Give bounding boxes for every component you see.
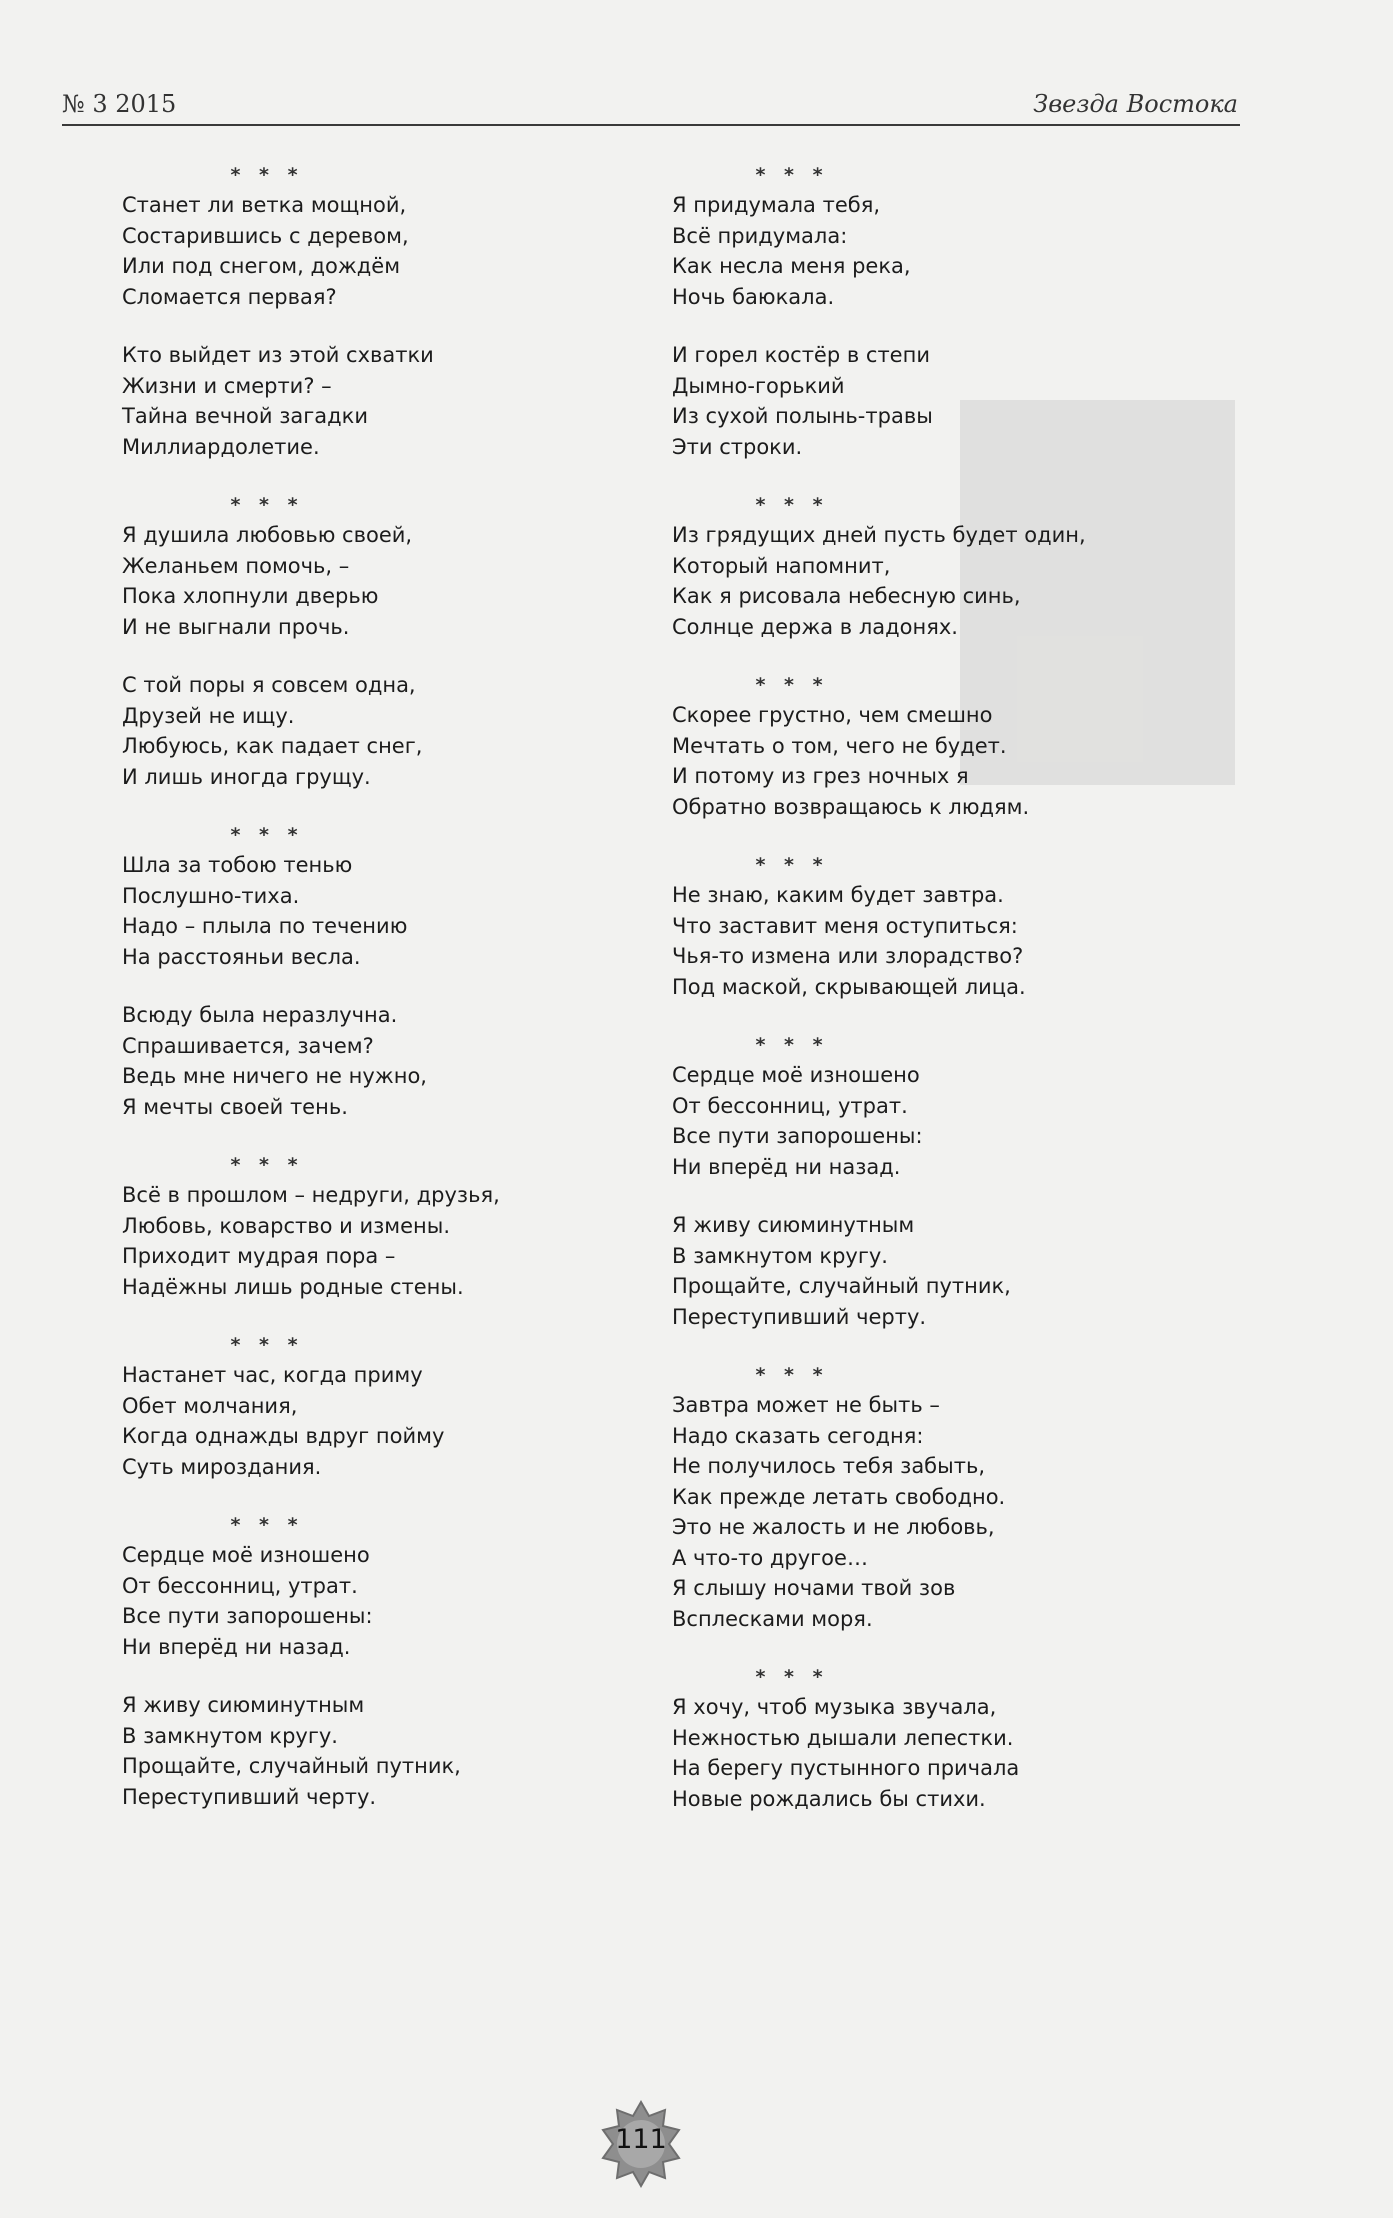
verse-line: Эти строки. [672,434,803,459]
stanza [122,1690,662,1812]
verse-line: Ночь баюкала. [672,284,835,309]
journal-title: Звезда Востока [1033,90,1238,118]
verse-line: Надо – плыла по течению [122,914,408,938]
verse-line: Обет молчания, [122,1393,298,1418]
verse-line: Скорее грустно, чем смешно [672,703,993,727]
verse-line: Любовь, коварство и измены. [122,1213,451,1238]
verse-line: Ни вперёд ни назад. [122,1634,351,1659]
poem [672,670,1232,822]
poem [122,490,662,792]
verse-line: Нежностью дышали лепестки. [672,1725,1014,1750]
verse-line: Настанет час, когда приму [122,1363,423,1387]
verse-line: Как несла меня река, [672,254,911,278]
verse-line: Из сухой полынь-травы [672,404,933,428]
verse-line: Под маской, скрывающей лица. [672,974,1026,999]
verse-line: Прощайте, случайный путник, [672,1274,1011,1298]
stanza [672,520,1232,642]
verse-line: Обратно возвращаюсь к людям. [672,794,1030,819]
verse-line: Как я рисовала небесную синь, [672,584,1021,608]
poem [672,1662,1232,1814]
poem [672,1030,1232,1332]
stanza [122,520,662,642]
verse-line: Ведь мне ничего не нужно, [122,1064,427,1088]
stanza [122,670,662,792]
verse-line: Из грядущих дней пусть будет один, [672,523,1086,547]
verse-line: Шла за тобою тенью [122,853,353,877]
verse-line: Станет ли ветка мощной, [122,193,407,217]
verse-line: Спрашивается, зачем? [122,1033,374,1058]
verse-line: В замкнутом кругу. [672,1243,888,1268]
verse-line: Или под снегом, дождём [122,254,401,278]
verse-line: Переступивший черту. [672,1304,927,1329]
verse-line: И лишь иногда грущу. [122,764,371,789]
poem-separator-stars: * * * [230,1514,304,1536]
verse-line: Любуюсь, как падает снег, [122,734,423,758]
verse-line: Всё придумала: [672,223,848,248]
verse-line: Всё в прошлом – недруги, друзья, [122,1183,500,1207]
verse-line: На расстояньи весла. [122,944,361,969]
verse-line: Не получилось тебя забыть, [672,1454,986,1478]
verse-line: Я придумала тебя, [672,193,881,217]
poem-separator-stars: * * * [230,1334,304,1356]
stanza [672,1060,1232,1182]
poem [672,1360,1232,1634]
poem-separator-stars: * * * [755,1034,829,1056]
verse-line: Переступивший черту. [122,1784,377,1809]
verse-line: Надёжны лишь родные стены. [122,1274,464,1299]
verse-line: И не выгнали прочь. [122,614,350,639]
poem [672,490,1232,642]
poem-separator-stars: * * * [755,1666,829,1688]
poem [122,160,662,462]
stanza [122,190,662,312]
poem-separator-stars: * * * [230,1154,304,1176]
stanza [122,1540,662,1662]
verse-line: Я живу сиюминутным [122,1693,365,1717]
verse-line: Прощайте, случайный путник, [122,1754,461,1778]
verse-line: Сломается первая? [122,284,337,309]
verse-line: Надо сказать сегодня: [672,1423,924,1448]
verse-line: Тайна вечной загадки [122,404,369,428]
verse-line: Дымно-горький [672,373,845,398]
verse-line: Что заставит меня оступиться: [672,913,1018,938]
verse-line: Приходит мудрая пора – [122,1244,396,1268]
verse-line: С той поры я совсем одна, [122,673,416,697]
stanza [122,1360,662,1482]
running-header [62,90,1238,126]
verse-line: Не знаю, каким будет завтра. [672,883,1004,907]
verse-line: Который напомнит, [672,553,891,578]
stanza [122,850,662,972]
poem-separator-stars: * * * [755,854,829,876]
verse-line: Друзей не ищу. [122,703,295,728]
stanza [672,340,1232,462]
verse-line: Кто выйдет из этой схватки [122,343,434,367]
poem-separator-stars: * * * [755,1364,829,1386]
poem-separator-stars: * * * [755,674,829,696]
stanza [122,1180,662,1302]
verse-line: Как прежде летать свободно. [672,1484,1006,1509]
verse-line: От бессонниц, утрат. [122,1573,358,1598]
poem [672,850,1232,1002]
issue-number: № 3 2015 [62,90,177,118]
verse-line: Всюду была неразлучна. [122,1003,398,1027]
verse-line: Мечтать о том, чего не будет. [672,733,1007,758]
verse-line: А что-то другое… [672,1545,868,1570]
stanza [672,700,1232,822]
stanza [672,1692,1232,1814]
verse-line: Суть мироздания. [122,1454,322,1479]
poem-separator-stars: * * * [755,164,829,186]
verse-line: Завтра может не быть – [672,1393,940,1417]
poem-separator-stars: * * * [230,164,304,186]
verse-line: Солнце держа в ладонях. [672,614,958,639]
verse-line: Ни вперёд ни назад. [672,1154,901,1179]
stanza [672,1390,1232,1634]
verse-line: Пока хлопнули дверью [122,584,379,608]
verse-line: Все пути запорошены: [122,1604,373,1628]
verse-line: Чья-то измена или злорадство? [672,944,1024,968]
poem-separator-stars: * * * [230,494,304,516]
verse-line: Сердце моё изношено [122,1543,370,1567]
verse-line: Когда однажды вдруг пойму [122,1424,445,1448]
poem [122,820,662,1122]
right-column [672,160,1232,1842]
verse-line: На берегу пустынного причала [672,1756,1020,1780]
stanza [122,1000,662,1122]
verse-line: Состарившись с деревом, [122,223,409,248]
verse-line: Новые рождались бы стихи. [672,1786,986,1811]
verse-line: И горел костёр в степи [672,343,930,367]
stanza [122,340,662,462]
stanza [672,880,1232,1002]
poem [122,1330,662,1482]
verse-line: Все пути запорошены: [672,1124,923,1148]
verse-line: Послушно-тиха. [122,883,300,908]
poem-separator-stars: * * * [755,494,829,516]
verse-line: От бессонниц, утрат. [672,1093,908,1118]
verse-line: Я мечты своей тень. [122,1094,348,1119]
poem [122,1510,662,1812]
verse-line: Всплесками моря. [672,1606,873,1631]
verse-line: Желаньем помочь, – [122,553,350,578]
stanza [672,1210,1232,1332]
verse-line: Я душила любовью своей, [122,523,413,547]
verse-line: Миллиардолетие. [122,434,320,459]
verse-line: В замкнутом кругу. [122,1723,338,1748]
verse-line: Я живу сиюминутным [672,1213,915,1237]
poem [672,160,1232,462]
stanza [672,190,1232,312]
header-rule [62,124,1240,126]
verse-line: Я слышу ночами твой зов [672,1576,956,1600]
verse-line: Сердце моё изношено [672,1063,920,1087]
page-number: 111 [615,2124,667,2155]
verse-line: Я хочу, чтоб музыка звучала, [672,1695,997,1719]
poem [122,1150,662,1302]
verse-line: И потому из грез ночных я [672,764,969,788]
verse-line: Жизни и смерти? – [122,373,332,398]
poem-separator-stars: * * * [230,824,304,846]
verse-line: Это не жалость и не любовь, [672,1515,995,1539]
left-column [122,160,662,1840]
